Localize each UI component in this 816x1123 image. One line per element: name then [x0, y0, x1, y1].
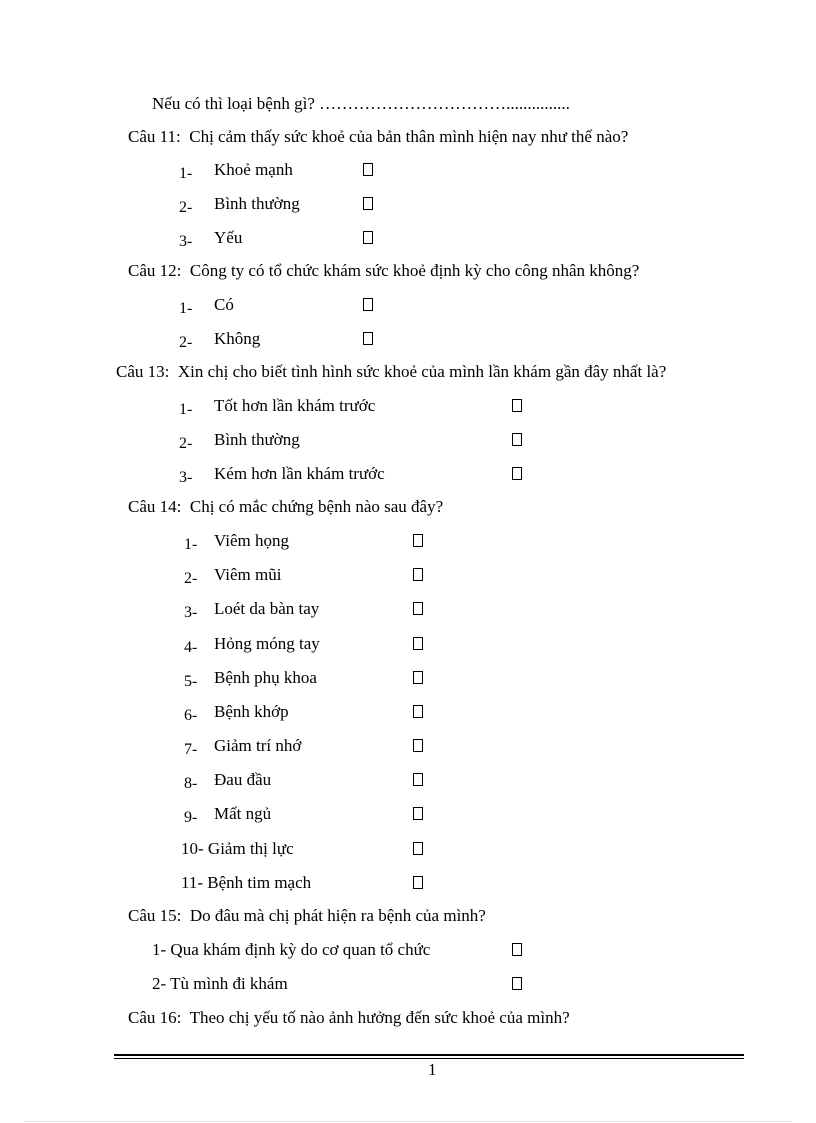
q13-heading — [116, 362, 666, 382]
q12-option-2-label: Không — [214, 329, 261, 348]
q11-heading — [128, 127, 628, 147]
q10-followup: Nếu có thì loại bệnh gì? ……………………………............... — [152, 94, 570, 113]
q13-label: Câu 13: — [116, 362, 170, 381]
page-number: 1 — [428, 1060, 437, 1079]
footer-rule-thick — [114, 1054, 744, 1056]
q14-option-9-number: 9- — [184, 809, 198, 826]
q14-option-5-number: 5- — [184, 673, 198, 690]
q15-heading — [128, 906, 486, 926]
q12-label: Câu 12: — [128, 261, 182, 280]
q11-option-3-checkbox[interactable] — [363, 231, 373, 244]
q15-option-2-label: Tù mình đi khám — [170, 974, 288, 993]
q14-option-10-checkbox[interactable] — [413, 842, 423, 855]
q14-option-8-label: Đau đầu — [214, 770, 272, 789]
q14-option-9-checkbox[interactable] — [413, 807, 423, 820]
q11-option-3-number: 3- — [179, 233, 193, 250]
q14-option-3-checkbox[interactable] — [413, 602, 423, 615]
q14-label: Câu 14: — [128, 497, 182, 516]
q14-option-5-checkbox[interactable] — [413, 671, 423, 684]
q14-option-2-checkbox[interactable] — [413, 568, 423, 581]
q15-text: Do đâu mà chị phát hiện ra bệnh của mình? — [189, 906, 486, 925]
q14-option-8-checkbox[interactable] — [413, 773, 423, 786]
q11-label: Câu 11: — [128, 127, 181, 146]
q14-option-5-label: Bệnh phụ khoa — [214, 668, 317, 687]
q11-option-2-checkbox[interactable] — [363, 197, 373, 210]
q15-option-2-number: 2- — [152, 974, 167, 993]
q11-option-1-checkbox[interactable] — [363, 163, 373, 176]
q14-option-11 — [181, 873, 311, 893]
q13-option-1-number: 1- — [179, 401, 193, 418]
q15-option-1-label: Qua khám định kỳ do cơ quan tổ chức — [170, 940, 431, 959]
q15-option-1 — [152, 940, 430, 960]
q14-option-3-number: 3- — [184, 604, 198, 621]
q15-option-1-number: 1- — [152, 940, 167, 959]
q15-option-2-checkbox[interactable] — [512, 977, 522, 990]
q16-heading — [128, 1008, 570, 1028]
q11-option-2-label: Bình thường — [214, 194, 300, 213]
q15-option-2 — [152, 974, 288, 994]
q16-text: Theo chị yếu tố nào ảnh hưởng đến sức khoẻ của mình? — [189, 1008, 570, 1027]
q14-option-9-label: Mất ngủ — [214, 804, 272, 823]
q11-option-1-label: Khoẻ mạnh — [214, 160, 293, 179]
q14-text: Chị có mắc chứng bệnh nào sau đây? — [189, 497, 444, 516]
q14-option-4-number: 4- — [184, 639, 198, 656]
q13-text: Xin chị cho biết tình hình sức khoẻ của mình lần khám gần đây nhất là? — [177, 362, 667, 381]
q13-option-2-checkbox[interactable] — [512, 433, 522, 446]
q14-option-6-checkbox[interactable] — [413, 705, 423, 718]
q11-option-2-number: 2- — [179, 199, 193, 216]
q12-heading — [128, 261, 639, 281]
q14-option-7-number: 7- — [184, 741, 198, 758]
q14-option-2-number: 2- — [184, 570, 198, 587]
q12-option-1-label: Có — [214, 295, 234, 314]
q14-option-11-checkbox[interactable] — [413, 876, 423, 889]
q14-option-10-label: Giảm thị lực — [207, 839, 294, 858]
q14-option-2-label: Viêm mũi — [214, 565, 282, 584]
q12-option-2-checkbox[interactable] — [363, 332, 373, 345]
q13-option-2-label: Bình thường — [214, 430, 300, 449]
q11-option-3-label: Yếu — [214, 228, 243, 247]
q12-option-1-checkbox[interactable] — [363, 298, 373, 311]
q13-option-1-label: Tốt hơn lần khám trước — [214, 396, 376, 415]
q14-option-4-label: Hỏng móng tay — [214, 634, 320, 653]
q14-option-10-number: 10- — [181, 839, 204, 858]
q11-option-1-number: 1- — [179, 165, 193, 182]
q14-option-6-label: Bệnh khớp — [214, 702, 289, 721]
q14-option-11-label: Bệnh tim mạch — [207, 873, 312, 892]
q13-option-3-number: 3- — [179, 469, 193, 486]
q13-option-3-label: Kém hơn lần khám trước — [214, 464, 385, 483]
q14-option-1-number: 1- — [184, 536, 198, 553]
q12-option-1-number: 1- — [179, 300, 193, 317]
q12-option-2-number: 2- — [179, 334, 193, 351]
q13-option-3-checkbox[interactable] — [512, 467, 522, 480]
q13-option-1-checkbox[interactable] — [512, 399, 522, 412]
q15-option-1-checkbox[interactable] — [512, 943, 522, 956]
q14-heading — [128, 497, 443, 517]
q14-option-7-label: Giảm trí nhớ — [214, 736, 302, 755]
q14-option-4-checkbox[interactable] — [413, 637, 423, 650]
q14-option-10 — [181, 839, 294, 859]
q14-option-6-number: 6- — [184, 707, 198, 724]
q14-option-1-checkbox[interactable] — [413, 534, 423, 547]
q14-option-1-label: Viêm họng — [214, 531, 289, 550]
q14-option-3-label: Loét da bàn tay — [214, 599, 320, 618]
q16-label: Câu 16: — [128, 1008, 182, 1027]
footer-rule-thin — [114, 1058, 744, 1059]
q13-option-2-number: 2- — [179, 435, 193, 452]
q15-label: Câu 15: — [128, 906, 182, 925]
q14-option-8-number: 8- — [184, 775, 198, 792]
q14-option-11-number: 11- — [181, 873, 204, 892]
page-bottom-divider — [25, 1121, 791, 1122]
q14-option-7-checkbox[interactable] — [413, 739, 423, 752]
q11-text: Chị cảm thấy sức khoẻ của bản thân mình hiện nay như thế nào? — [189, 127, 629, 146]
q12-text: Công ty có tổ chức khám sức khoẻ định kỳ cho công nhân không? — [189, 261, 640, 280]
